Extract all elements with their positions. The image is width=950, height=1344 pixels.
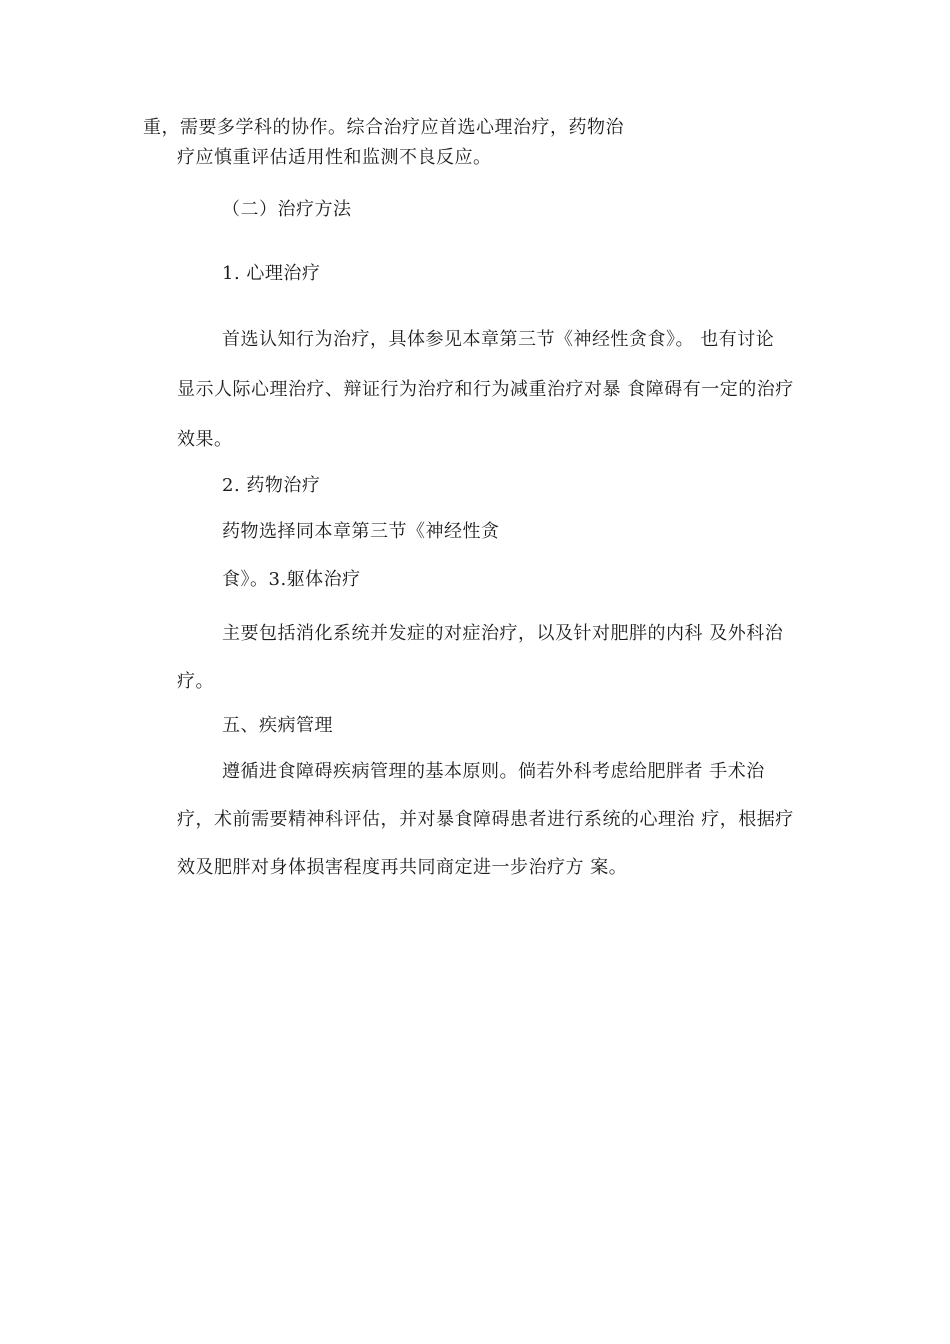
text-line-15: 疗，术前需要精神科评估，并对暴食障碍患者进行系统的心理治 疗，根据疗 xyxy=(177,809,794,830)
text-line-5: 首选认知行为治疗，具体参见本章第三节《神经性贪食》。 也有讨论 xyxy=(222,329,775,350)
text-line-11: 主要包括消化系统并发症的对症治疗，以及针对肥胖的内科 及外科治 xyxy=(222,623,784,644)
text-line-12: 疗。 xyxy=(177,671,214,692)
section-heading-treatment-methods: （二）治疗方法 xyxy=(222,199,352,220)
text-line-9: 药物选择同本章第三节《神经性贪 xyxy=(222,521,500,542)
section-heading-disease-management: 五、疾病管理 xyxy=(222,715,333,736)
text-line-2: 疗应慎重评估适用性和监测不良反应。 xyxy=(177,147,492,168)
text-line-7: 效果。 xyxy=(177,429,233,450)
subheading-drug-therapy: 2. 药物治疗 xyxy=(222,475,321,496)
text-line-16: 效及肥胖对身体损害程度再共同商定进一步治疗方 案。 xyxy=(177,857,628,878)
text-line-10: 食》。3.躯体治疗 xyxy=(222,569,361,590)
subheading-psychotherapy: 1. 心理治疗 xyxy=(222,263,321,284)
text-line-14: 遵循进食障碍疾病管理的基本原则。倘若外科考虑给肥胖者 手术治 xyxy=(222,761,765,782)
text-line-6: 显示人际心理治疗、辩证行为治疗和行为减重治疗对暴 食障碍有一定的治疗 xyxy=(177,379,794,400)
text-line-1: 重，需要多学科的协作。综合治疗应首选心理治疗，药物治 xyxy=(143,117,624,138)
